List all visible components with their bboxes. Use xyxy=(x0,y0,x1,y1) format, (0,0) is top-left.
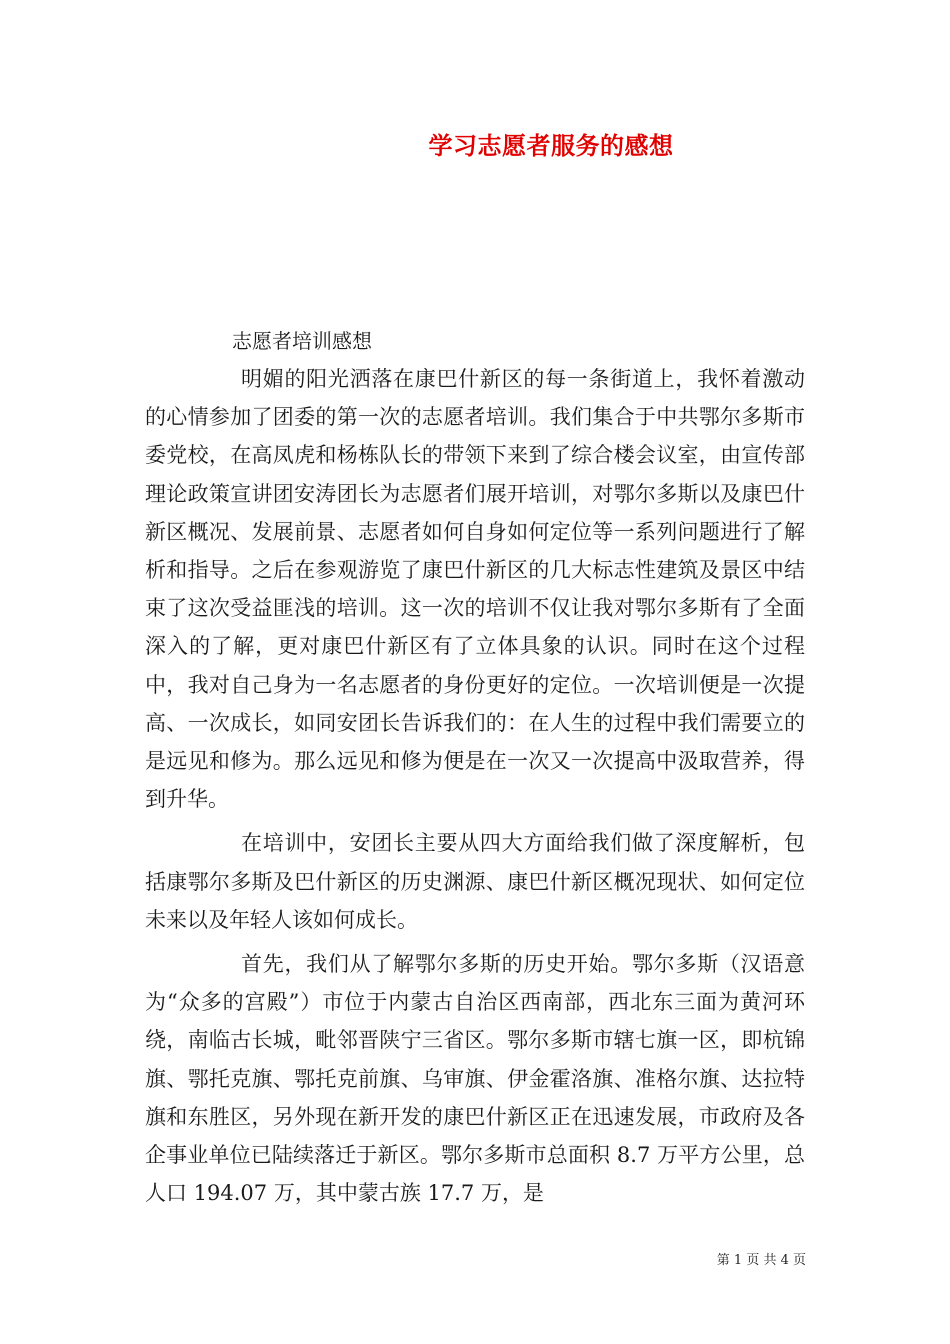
document-title: 学习志愿者服务的感想 xyxy=(428,132,674,160)
document-body xyxy=(145,360,805,1212)
page-number: 第 1 页 共 4 页 xyxy=(716,1253,806,1268)
paragraph: 在培训中，安团长主要从四大方面给我们做了深度解析，包括康鄂尔多斯及巴什新区的历史渊源、康巴什新区概况现状、如何定位未来以及年轻人该如何成长。 xyxy=(145,831,805,932)
paragraph: 明媚的阳光洒落在康巴什新区的每一条街道上，我怀着激动的心情参加了团委的第一次的志愿者培训。我们集合于中共鄂尔多斯市委党校，在高凤虎和杨栋队长的带领下来到了综合楼会议室，由宣传部理论政策宣讲团安涛团长为志愿者们展开培训，对鄂尔多斯以及康巴什新区概况、发展前景、志愿者如何自身如何定位等一系列问题进行了解析和指导。之后在参观游览了康巴什新区的几大标志性建筑及景区中结束了这次受益匪浅的培训。这一次的培训不仅让我对鄂尔多斯有了全面深入的了解，更对康巴什新区有了立体具象的认识。同时在这个过程中，我对自己身为一名志愿者的身份更好的定位。一次培训便是一次提高、一次成长，如同安团长告诉我们的：在人生的过程中我们需要立的是远见和修为。那么远见和修为便是在一次又一次提高中汲取营养，得到升华。 xyxy=(145,367,805,812)
document-subtitle: 志愿者培训感想 xyxy=(232,329,372,353)
paragraph: 首先，我们从了解鄂尔多斯的历史开始。鄂尔多斯（汉语意为“众多的宫殿”）市位于内蒙古自治区西南部，西北东三面为黄河环绕，南临古长城，毗邻晋陕宁三省区。鄂尔多斯市辖七旗一区，即杭锦旗、鄂托克旗、鄂托克前旗、乌审旗、伊金霍洛旗、准格尔旗、达拉特旗和东胜区，另外现在新开发的康巴什新区正在迅速发展，市政府及各企事业单位已陆续落迁于新区。鄂尔多斯市总面积 8.7 万平方公里，总人口 194.07 万，其中蒙古族 17.7 万，是 xyxy=(145,952,805,1206)
